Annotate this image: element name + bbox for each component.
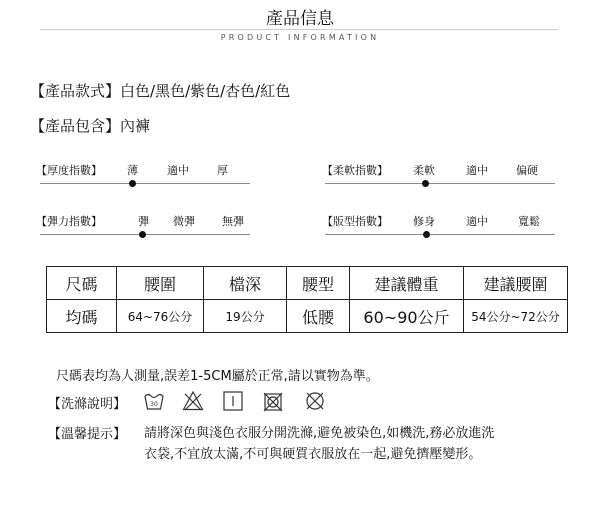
product-package-label: 【產品包含】 — [30, 117, 121, 135]
cell-recommended-waist: 54公分~72公分 — [464, 300, 568, 333]
header-waist-type: 腰型 — [287, 267, 350, 300]
size-table-row — [47, 300, 568, 333]
fit-scale — [0, 213, 600, 243]
measurement-note: 尺碼表均為人測量,誤差1-5CM屬於正常,請以實物為準。 — [56, 369, 379, 384]
wash-instructions-label: 【洗滌說明】 — [48, 397, 127, 412]
no-dry-clean-icon — [304, 390, 326, 412]
elasticity-option-stretch: 彈 — [138, 215, 149, 228]
fit-scale-line — [325, 234, 555, 235]
cell-size: 均碼 — [47, 300, 117, 333]
thickness-label: 【厚度指數】 — [36, 164, 102, 177]
header-recommended-weight: 建議體重 — [350, 267, 464, 300]
header-size: 尺碼 — [47, 267, 117, 300]
softness-scale — [0, 162, 600, 192]
fit-option-medium: 適中 — [466, 215, 488, 228]
header-waist: 腰圍 — [117, 267, 204, 300]
cell-waist-type: 低腰 — [287, 300, 350, 333]
softness-label: 【柔軟指數】 — [322, 164, 388, 177]
no-tumble-dry-icon — [262, 390, 284, 412]
header-recommended-waist: 建議腰圍 — [464, 267, 568, 300]
softness-option-soft: 柔軟 — [413, 164, 435, 177]
product-style-row — [30, 80, 290, 101]
softness-selected-dot — [422, 180, 429, 187]
product-package-row — [30, 115, 150, 136]
fit-label: 【版型指數】 — [322, 215, 388, 228]
softness-option-stiff: 偏硬 — [516, 164, 538, 177]
cell-rise: 19公分 — [204, 300, 287, 333]
thickness-option-thin: 薄 — [127, 164, 138, 177]
page-title: 產品信息 — [266, 9, 334, 29]
no-bleach-icon — [182, 390, 204, 412]
cell-waist: 64~76公分 — [117, 300, 204, 333]
cell-recommended-weight: 60~90公斤 — [350, 300, 464, 333]
thickness-option-thick: 厚 — [217, 164, 228, 177]
warm-tips-line-1: 請將深色與淺色衣服分開洗滌,避免被染色,如機洗,務必放進洗 — [144, 426, 495, 441]
size-table — [46, 266, 568, 333]
product-package-value: 內褲 — [120, 117, 151, 135]
warm-tips-text — [144, 423, 564, 465]
warm-tips-label: 【溫馨提示】 — [48, 427, 127, 442]
title-divider — [40, 29, 558, 30]
thickness-option-medium: 適中 — [167, 164, 189, 177]
wash-30-icon — [143, 390, 165, 412]
softness-option-medium: 適中 — [466, 164, 488, 177]
elasticity-label: 【彈力指數】 — [36, 215, 102, 228]
warm-tips-line-2: 衣袋,不宜放太滿,不可與硬質衣服放在一起,避免擠壓變形。 — [144, 447, 482, 462]
product-style-label: 【產品款式】 — [30, 82, 121, 100]
page-subtitle: PRODUCT INFORMATION — [220, 33, 380, 42]
size-table-header-row — [47, 267, 568, 300]
fit-selected-dot — [423, 231, 430, 238]
product-style-value: 白色/黑色/紫色/杏色/紅色 — [120, 82, 291, 100]
fit-option-slim: 修身 — [413, 215, 435, 228]
elasticity-option-slight: 微彈 — [173, 215, 195, 228]
hang-dry-icon — [222, 390, 244, 412]
fit-option-loose: 寬鬆 — [518, 215, 540, 228]
wash-temp-text: 30 — [150, 401, 158, 408]
softness-scale-line — [325, 183, 555, 184]
elasticity-option-none: 無彈 — [222, 215, 244, 228]
header-rise: 檔深 — [204, 267, 287, 300]
